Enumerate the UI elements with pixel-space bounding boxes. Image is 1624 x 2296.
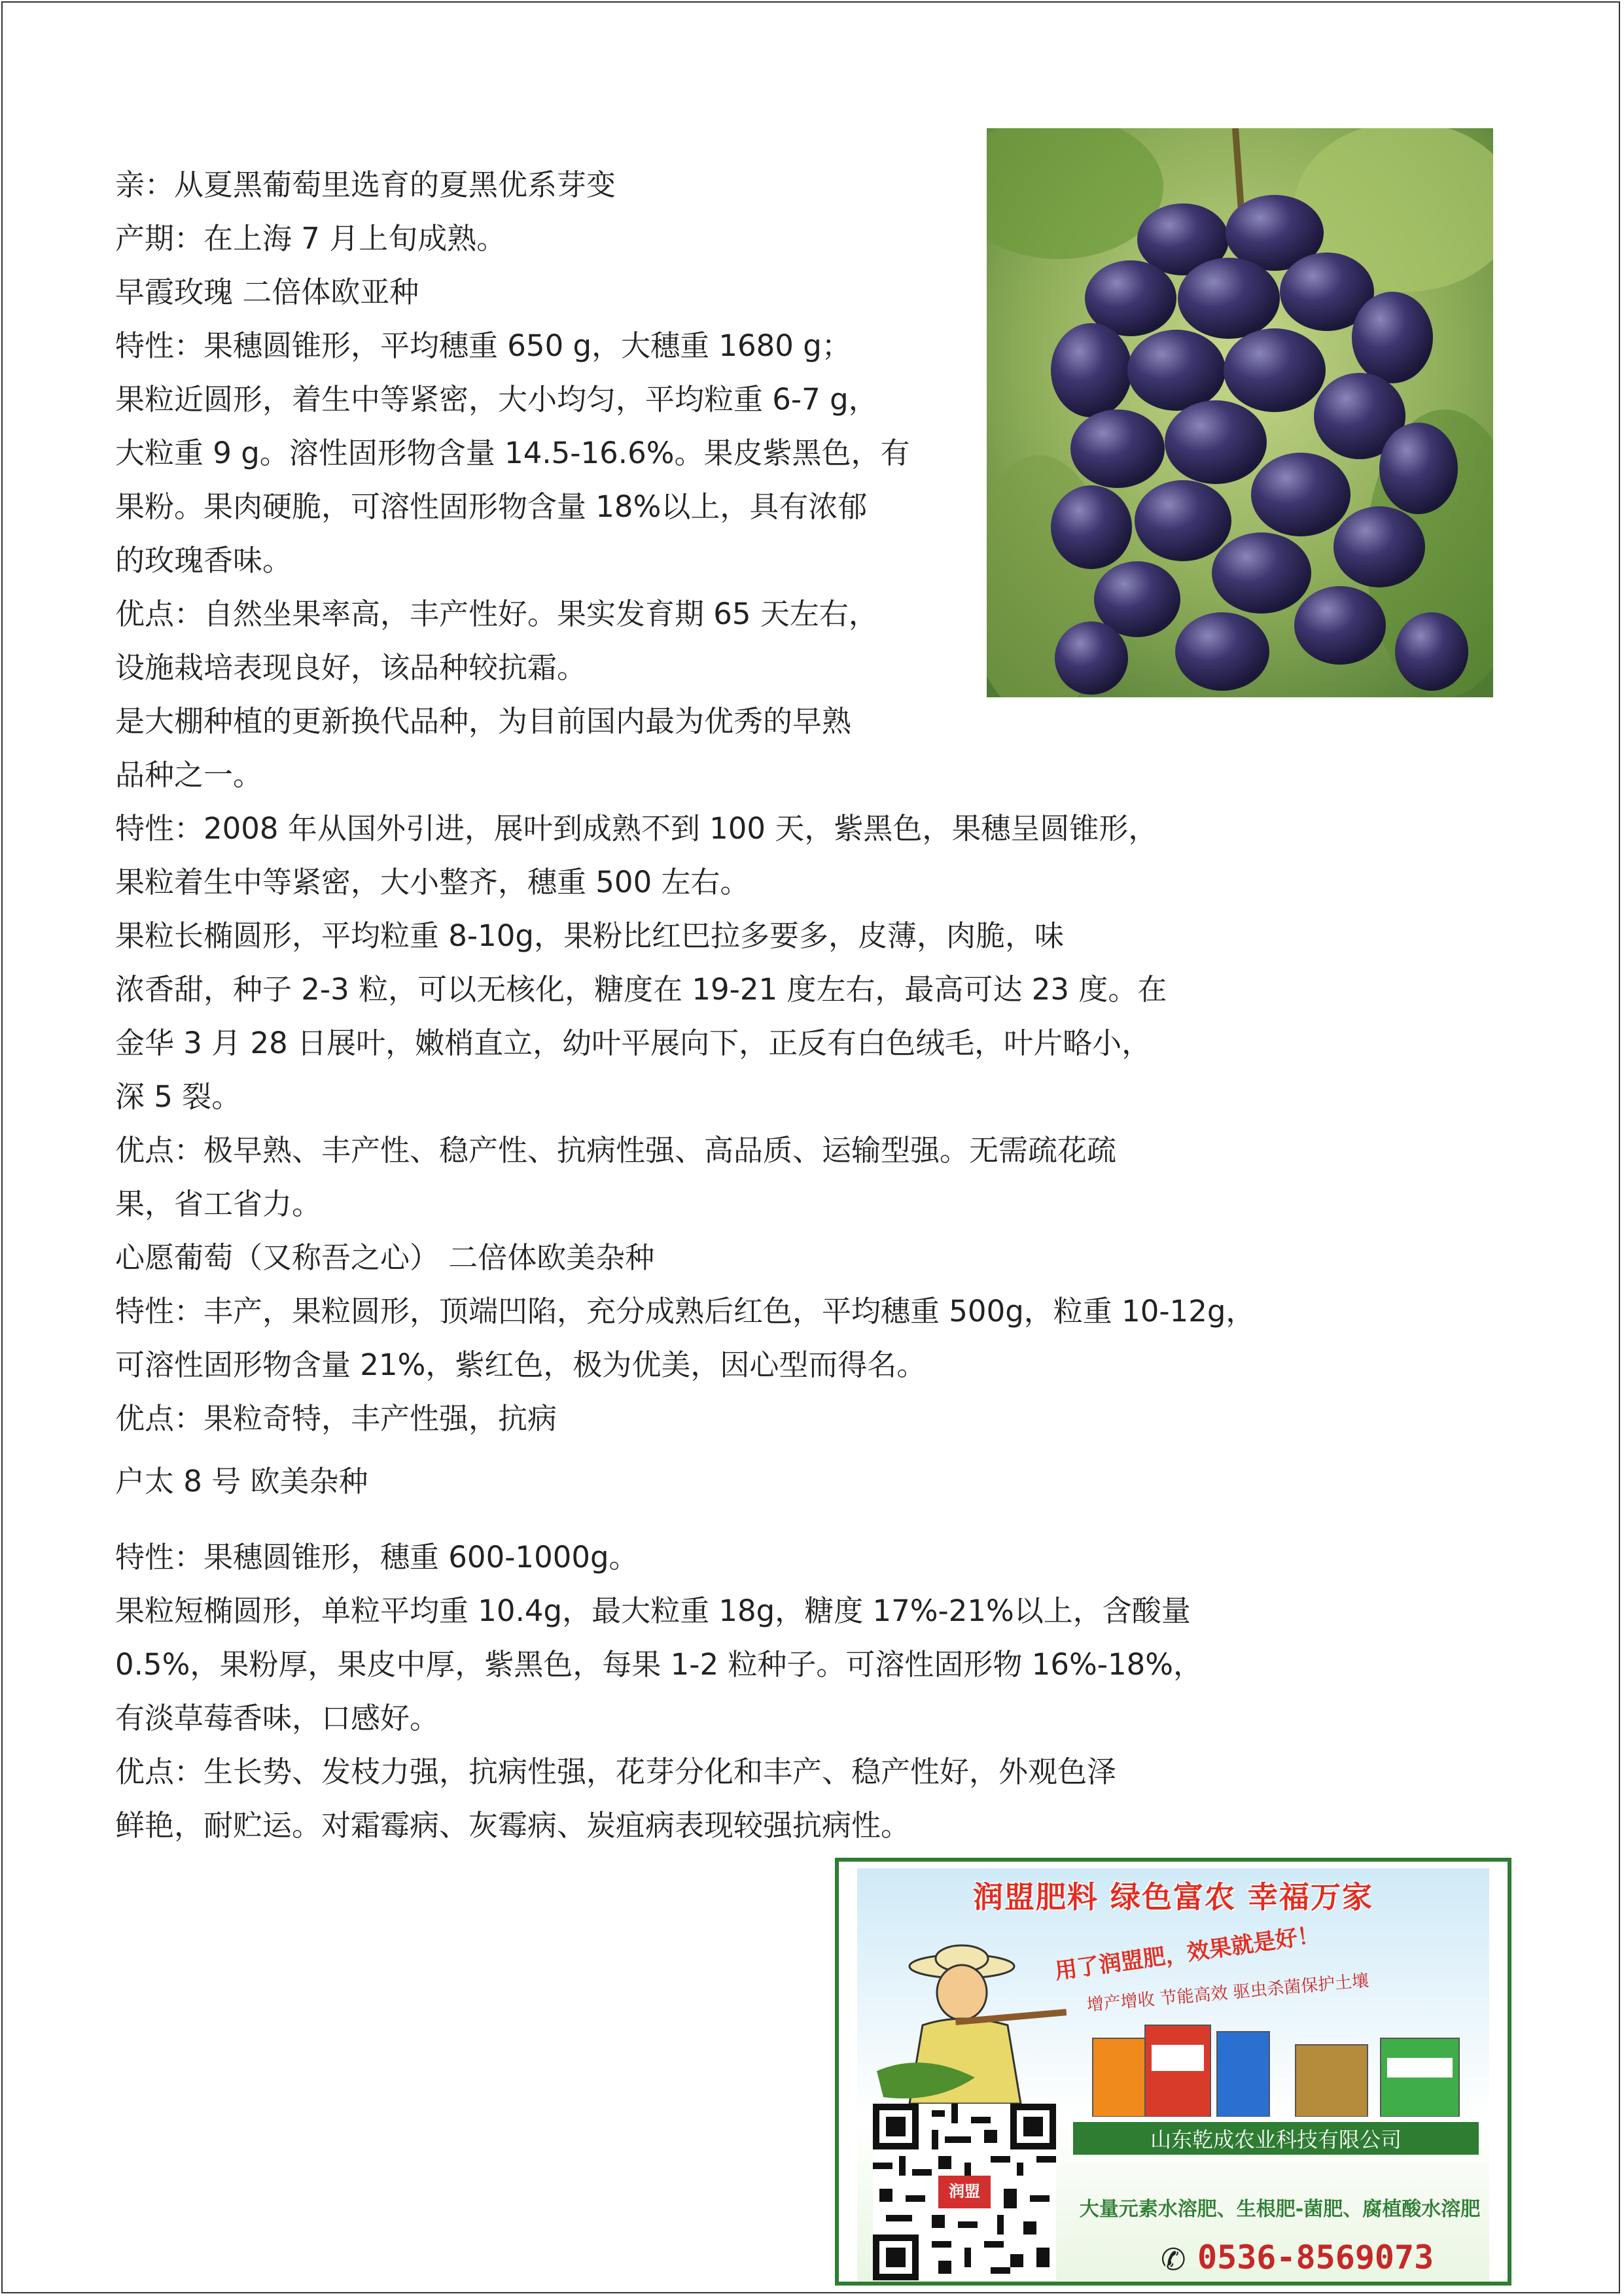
text-line: 户太 8 号 欧美杂种 [115, 1464, 368, 1499]
ad-company-name: 山东乾成农业科技有限公司 [1073, 2122, 1479, 2155]
text-line: 特性：丰产，果粒圆形，顶端凹陷，充分成熟后红色，平均穗重 500g，粒重 10-12g， [115, 1294, 1256, 1329]
text-line: 深 5 裂。 [115, 1079, 241, 1114]
text-line: 优点：生长势、发枝力强，抗病性强，花芽分化和丰产、稳产性好，外观色泽 [115, 1754, 1117, 1789]
text-line: 大粒重 9 g。溶性固形物含量 14.5-16.6%。果皮紫黑色，有 [115, 436, 910, 470]
text-line: 果粉。果肉硬脆，可溶性固形物含量 18%以上，具有浓郁 [115, 489, 868, 524]
text-line: 心愿葡萄（又称吾之心） 二倍体欧美杂种 [115, 1240, 655, 1275]
text-line: 优点：极早熟、丰产性、稳产性、抗病性强、高品质、运输型强。无需疏花疏 [115, 1133, 1117, 1168]
ad-claim: 用了润盟肥，效果就是好！ [1053, 1921, 1322, 1985]
text-line: 特性：果穗圆锥形，平均穗重 650 g，大穗重 1680 g； [115, 328, 851, 363]
text-line: 优点：自然坐果率高，丰产性好。果实发育期 65 天左右， [115, 597, 878, 631]
fertilizer-advertisement [835, 1858, 1511, 2286]
ad-panel [857, 1868, 1489, 2284]
text-line: 亲：从夏黑葡萄里选育的夏黑优系芽变 [115, 167, 616, 202]
ad-slogan: 润盟肥料 绿色富农 幸福万家 [972, 1879, 1374, 1915]
qr-code [873, 2104, 1056, 2280]
text-line: 优点：果粒奇特，丰产性强，抗病 [115, 1401, 557, 1436]
grape-photo [987, 128, 1493, 697]
text-line: 果粒短椭圆形，单粒平均重 10.4g，最大粒重 18g，糖度 17%-21%以上，含酸量 [115, 1593, 1191, 1628]
text-line: 果粒长椭圆形，平均粒重 8-10g，果粉比红巴拉多要多，皮薄，肉脆，味 [115, 918, 1064, 953]
product-bags-image [1086, 2019, 1479, 2117]
qr-logo: 润盟 [949, 2182, 980, 2200]
text-line: 特性：果穗圆锥形，穗重 600-1000g。 [115, 1540, 639, 1574]
phone-icon: ✆ [1161, 2242, 1186, 2277]
ad-product-list: 大量元素水溶肥、生根肥-菌肥、腐植酸水溶肥 [1079, 2198, 1481, 2221]
text-line: 可溶性固形物含量 21%，紫红色，极为优美，因心型而得名。 [115, 1348, 927, 1382]
text-line: 果粒近圆形，着生中等紧密，大小均匀，平均粒重 6-7 g， [115, 382, 878, 417]
text-line: 设施栽培表现良好，该品种较抗霜。 [115, 650, 587, 685]
text-line: 0.5%，果粉厚，果皮中厚，紫黑色，每果 1-2 粒种子。可溶性固形物 16%-18%， [115, 1647, 1203, 1682]
ad-phone-number: 0536-8569073 [1197, 2238, 1434, 2276]
text-line: 有淡草莓香味，口感好。 [115, 1701, 440, 1735]
farmer-illustration [864, 1940, 1073, 2104]
ad-benefits: 增产增收 节能高效 驱虫杀菌保护土壤 [1086, 1971, 1370, 2015]
text-line: 产期：在上海 7 月上旬成熟。 [115, 221, 506, 256]
text-line: 金华 3 月 28 日展叶，嫩梢直立，幼叶平展向下，正反有白色绒毛，叶片略小， [115, 1026, 1152, 1060]
text-line: 浓香甜，种子 2-3 粒，可以无核化，糖度在 19-21 度左右，最高可达 23 度。在 [115, 972, 1167, 1007]
text-line: 鲜艳，耐贮运。对霜霉病、灰霉病、炭疽病表现较强抗病性。 [115, 1808, 911, 1843]
text-line: 果，省工省力。 [115, 1187, 322, 1221]
text-line: 品种之一。 [115, 757, 263, 792]
text-line: 的玫瑰香味。 [115, 543, 292, 578]
text-line: 特性：2008 年从国外引进，展叶到成熟不到 100 天，紫黑色，果穗呈圆锥形， [115, 811, 1158, 846]
text-line: 早霞玫瑰 二倍体欧亚种 [115, 275, 419, 309]
text-line: 是大棚种植的更新换代品种，为目前国内最为优秀的早熟 [115, 704, 852, 739]
text-line: 果粒着生中等紧密，大小整齐，穗重 500 左右。 [115, 865, 750, 899]
